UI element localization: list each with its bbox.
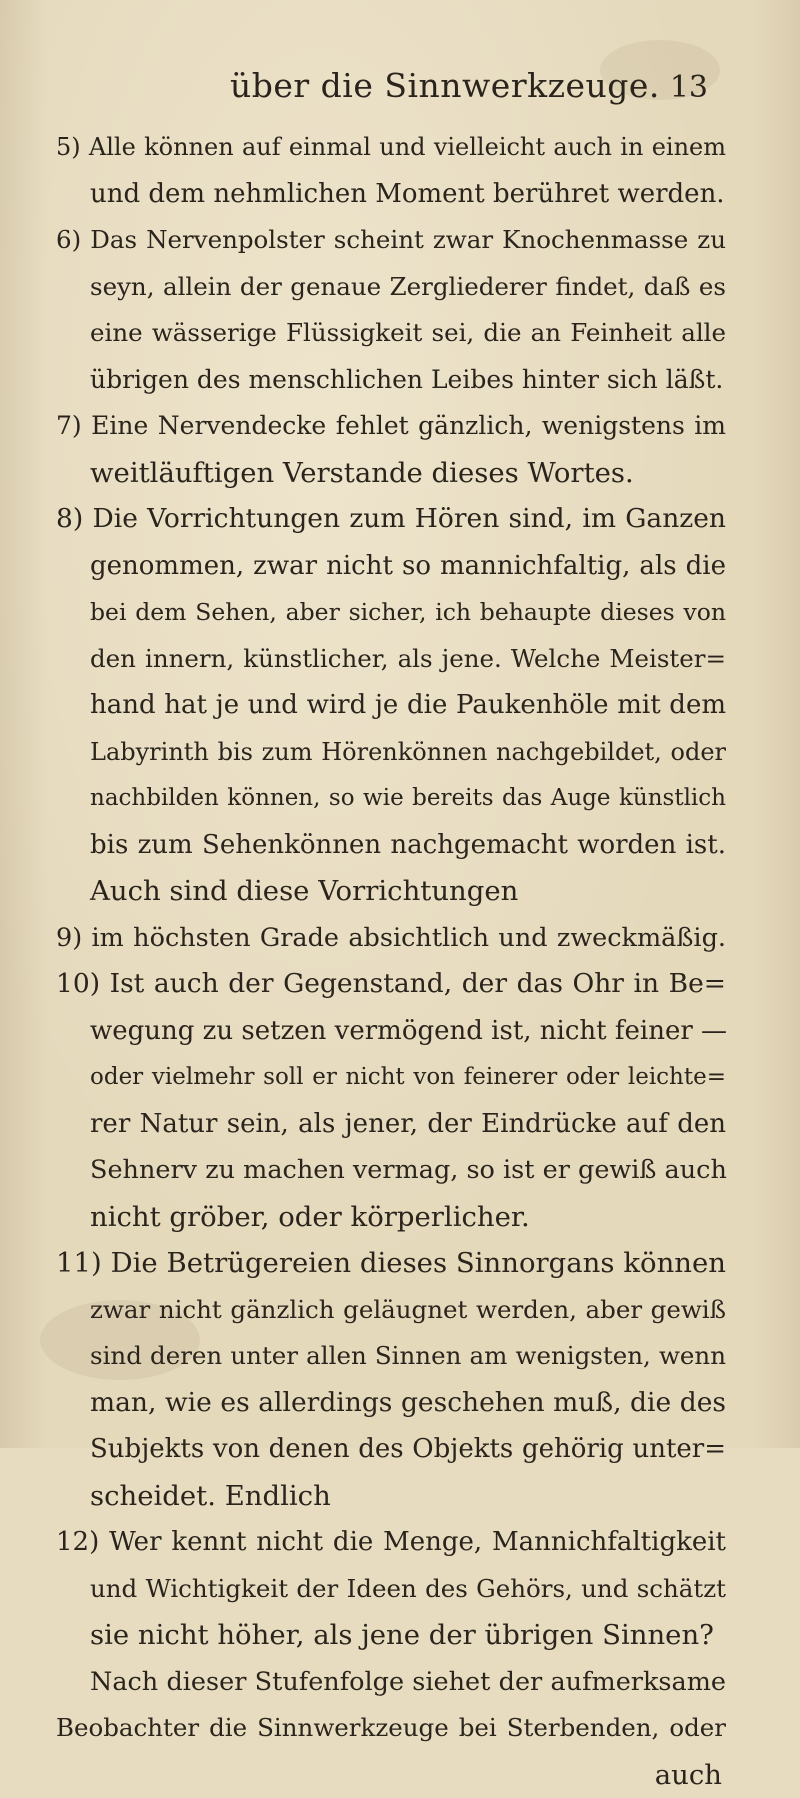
text-line: Nach dieser Stufenfolge siehet der aufmerksame xyxy=(56,1659,726,1706)
text-line: 9) im höchsten Grade absichtlich und zweckmäßig. xyxy=(56,915,726,962)
text-line: Auch sind diese Vorrichtungen xyxy=(56,868,726,915)
body-text xyxy=(56,124,726,1798)
text-line: Labyrinth bis zum Hörenkönnen nachgebildet, oder xyxy=(56,729,726,776)
catchword: auch xyxy=(56,1752,726,1798)
text-line: wegung zu setzen vermögend ist, nicht feiner — xyxy=(56,1008,726,1055)
text-line: sie nicht höher, als jene der übrigen Sinnen? xyxy=(56,1612,726,1659)
text-line: weitläuftigen Verstande dieses Wortes. xyxy=(56,450,726,497)
text-line: zwar nicht gänzlich geläugnet werden, aber gewiß xyxy=(56,1287,726,1334)
text-line: scheidet. Endlich xyxy=(56,1473,726,1520)
text-line: Sehnerv zu machen vermag, so ist er gewiß auch xyxy=(56,1147,726,1194)
text-line: seyn, allein der genaue Zergliederer findet, daß es xyxy=(56,264,726,311)
text-line: genommen, zwar nicht so mannichfaltig, als die xyxy=(56,543,726,590)
text-line: 7) Eine Nervendecke fehlet gänzlich, wenigstens im xyxy=(56,403,726,450)
text-line: und dem nehmlichen Moment berühret werden. xyxy=(56,171,726,218)
text-line: bis zum Sehenkönnen nachgemacht worden ist. xyxy=(56,822,726,869)
running-title: über die Sinnwerkzeuge. xyxy=(230,66,660,105)
text-line: Subjekts von denen des Objekts gehörig unter= xyxy=(56,1426,726,1473)
page-header xyxy=(0,66,800,114)
page-number: 13 xyxy=(670,70,708,105)
text-line: oder vielmehr soll er nicht von feinerer oder leichte= xyxy=(56,1054,726,1101)
text-line: 12) Wer kennt nicht die Menge, Mannichfaltigkeit xyxy=(56,1519,726,1566)
text-line: hand hat je und wird je die Paukenhöle mit dem xyxy=(56,682,726,729)
text-line: 10) Ist auch der Gegenstand, der das Ohr in Be= xyxy=(56,961,726,1008)
text-line: und Wichtigkeit der Ideen des Gehörs, und schätzt xyxy=(56,1566,726,1613)
text-line: den innern, künstlicher, als jene. Welche Meister= xyxy=(56,636,726,683)
text-line: rer Natur sein, als jener, der Eindrücke auf den xyxy=(56,1101,726,1148)
text-line: eine wässerige Flüssigkeit sei, die an Feinheit alle xyxy=(56,310,726,357)
text-line: bei dem Sehen, aber sicher, ich behaupte dieses von xyxy=(56,589,726,636)
text-line: sind deren unter allen Sinnen am wenigsten, wenn xyxy=(56,1333,726,1380)
text-line: 5) Alle können auf einmal und vielleicht auch in einem xyxy=(56,124,726,171)
text-line: Beobachter die Sinnwerkzeuge bei Sterbenden, oder xyxy=(56,1705,726,1752)
text-line: nachbilden können, so wie bereits das Auge künstlich xyxy=(56,775,726,822)
text-line: übrigen des menschlichen Leibes hinter sich läßt. xyxy=(56,357,726,404)
text-line: man, wie es allerdings geschehen muß, die des xyxy=(56,1380,726,1427)
text-line: 11) Die Betrügereien dieses Sinnorgans können xyxy=(56,1240,726,1287)
text-line: 6) Das Nervenpolster scheint zwar Knochenmasse zu xyxy=(56,217,726,264)
text-line: nicht gröber, oder körperlicher. xyxy=(56,1194,726,1241)
text-line: 8) Die Vorrichtungen zum Hören sind, im Ganzen xyxy=(56,496,726,543)
